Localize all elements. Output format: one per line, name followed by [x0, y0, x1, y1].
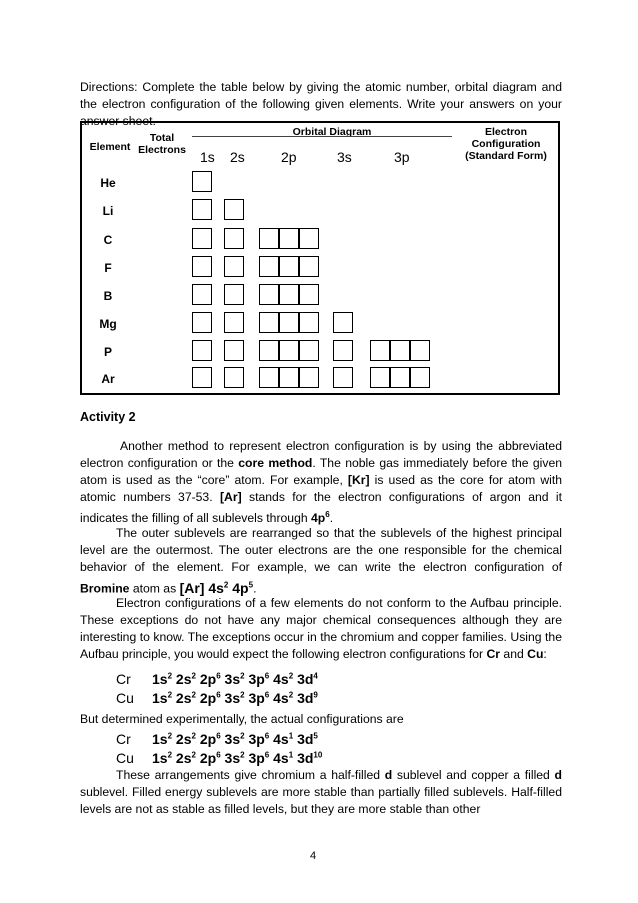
orbital-term: 3p: [248, 670, 265, 687]
electron-count: 6: [264, 671, 270, 680]
orbital-box[interactable]: [279, 228, 299, 249]
element-label: F: [104, 261, 112, 275]
element-label: B: [103, 289, 113, 303]
orbital-box[interactable]: [299, 256, 319, 277]
orbital-box[interactable]: [224, 367, 244, 388]
orbital-term: 3s: [224, 730, 241, 747]
paragraph-core-method: Another method to represent electron configuration is by using the abbreviated electron configuration or the core method. The noble gas immediately before the given atom is used as the “core” atom. For example, [Kr] is used as the core for atom with atomic numbers 37-53. [Ar] stands for the electron configurations of argon and it indicates the filling of all sublevels through $4p^6$.: [80, 439, 562, 526]
orbital-box[interactable]: [279, 256, 299, 277]
sublevel-2p: 2p: [281, 149, 297, 165]
actual-config-line: [116, 746, 322, 767]
orbital-box[interactable]: [259, 228, 279, 249]
element-label: He: [100, 176, 116, 190]
orbital-box[interactable]: [192, 228, 212, 249]
electron-count: 6: [216, 690, 221, 699]
expected-config-line: [116, 686, 318, 707]
orbital-term: 3s: [224, 749, 241, 766]
orbital-table: [80, 121, 560, 395]
orbital-term: 2p: [199, 689, 217, 706]
orbital-box[interactable]: [192, 171, 212, 192]
electron-count: 2: [191, 750, 196, 759]
orbital-box[interactable]: [224, 199, 244, 220]
orbital-box[interactable]: [299, 312, 319, 333]
electron-count: 6: [264, 690, 270, 699]
orbital-box[interactable]: [390, 340, 410, 361]
col-total-header: Total Electrons: [138, 132, 186, 156]
element-symbol: Cu: [116, 749, 134, 766]
paragraph-exceptions: Electron configurations of a few elements do not conform to the Aufbau principle. These exceptions do not have any major chemical consequences although they are interesting to know. The exceptions occur in the chromium and copper families. Using the Aufbau principle, you would expect the following electron configurations for Cr and Cu:: [80, 596, 562, 661]
element-label: Li: [102, 204, 114, 218]
orbital-box[interactable]: [299, 284, 319, 305]
orbital-box[interactable]: [299, 340, 319, 361]
orbital-box[interactable]: [192, 256, 212, 277]
orbital-term: 3d: [297, 670, 314, 687]
orbital-term: 2p: [199, 670, 217, 687]
orbital-box[interactable]: [333, 367, 353, 388]
directions-text: Directions: Complete the table below by giving the atomic number, orbital diagram and the electron configuration of the following given elements. Write your answers on your answer sheet.: [80, 80, 562, 128]
electron-count: 2: [240, 671, 245, 680]
page-number: 4: [310, 850, 317, 862]
orbital-term: 4s: [273, 670, 289, 687]
element-label: C: [103, 233, 113, 247]
orbital-box[interactable]: [279, 367, 299, 388]
orbital-box[interactable]: [259, 340, 279, 361]
orbital-term: 2p: [199, 749, 217, 766]
electron-count: 2: [191, 690, 196, 699]
activity-title: Activity 2: [80, 410, 136, 424]
orbital-term: 2s: [175, 749, 192, 766]
element-label: Ar: [101, 372, 115, 386]
orbital-box[interactable]: [370, 367, 390, 388]
orbital-box[interactable]: [224, 284, 244, 305]
orbital-box[interactable]: [279, 312, 299, 333]
orbital-box[interactable]: [224, 228, 244, 249]
electron-count: 2: [240, 731, 245, 740]
orbital-box[interactable]: [279, 340, 299, 361]
electron-count: 6: [264, 731, 270, 740]
orbital-box[interactable]: [259, 284, 279, 305]
orbital-term: 1s: [152, 670, 168, 687]
electron-count: 6: [216, 671, 221, 680]
paragraph-outer-sublevels: The outer sublevels are rearranged so that the sublevels of the highest principal level are the outermost. The outer electrons are the one responsible for the chemical behavior of the element. For example, we can write the electron configuration of Bromine atom as [Ar] $4s^2$ $4p^5$.: [80, 526, 562, 596]
orbital-term: 3d: [297, 749, 314, 766]
orbital-box[interactable]: [259, 367, 279, 388]
electron-count: 2: [288, 671, 294, 680]
orbital-term: 2p: [199, 730, 217, 747]
electron-count: 2: [167, 750, 173, 759]
orbital-box[interactable]: [333, 340, 353, 361]
orbital-term: 3p: [248, 730, 265, 747]
col-config-header: Electron Configuration (Standard Form): [465, 126, 547, 162]
sublevel-3s: 3s: [337, 149, 352, 165]
orbital-box[interactable]: [390, 367, 410, 388]
orbital-term: 3s: [224, 689, 241, 706]
orbital-box[interactable]: [259, 256, 279, 277]
electron-count: 2: [288, 690, 294, 699]
orbital-box[interactable]: [410, 340, 430, 361]
orbital-term: 3d: [297, 689, 314, 706]
orbital-term: 3p: [248, 689, 265, 706]
element-symbol: Cr: [116, 670, 131, 687]
electron-count: 5: [313, 731, 318, 740]
sublevel-1s: 1s: [200, 149, 215, 165]
orbital-box[interactable]: [192, 340, 212, 361]
electron-count: 6: [216, 750, 221, 759]
orbital-box[interactable]: [192, 284, 212, 305]
electron-count: 9: [313, 690, 318, 699]
orbital-box[interactable]: [333, 312, 353, 333]
electron-count: 2: [191, 731, 196, 740]
orbital-term: 1s: [152, 749, 168, 766]
orbital-box[interactable]: [279, 284, 299, 305]
element-label: P: [103, 345, 112, 359]
orbital-term: 3s: [224, 670, 241, 687]
orbital-term: 3d: [297, 730, 314, 747]
orbital-box[interactable]: [224, 312, 244, 333]
sublevel-3p: 3p: [394, 149, 410, 165]
but-line: But determined experimentally, the actual configurations are: [80, 712, 404, 726]
electron-count: 2: [240, 750, 245, 759]
orbital-term: 4s: [273, 730, 289, 747]
orbital-box[interactable]: [224, 256, 244, 277]
electron-count: 2: [167, 731, 173, 740]
orbital-term: 2s: [175, 670, 192, 687]
electron-count: 2: [167, 690, 173, 699]
electron-count: 1: [288, 750, 294, 759]
col-orbital-header: Orbital Diagram: [292, 126, 372, 138]
electron-count: 2: [191, 671, 196, 680]
electron-count: 10: [313, 750, 323, 759]
orbital-box[interactable]: [299, 367, 319, 388]
element-symbol: Cr: [116, 730, 131, 747]
orbital-term: 1s: [152, 689, 168, 706]
orbital-term: 4s: [273, 689, 289, 706]
paragraph-stability: These arrangements give chromium a half-filled d sublevel and copper a filled d sublevel. Filled energy sublevels are more stable than partially filled sublevels. Half-filled levels are not as stable as filled levels, but they are more stable than other: [80, 768, 562, 816]
orbital-box[interactable]: [192, 367, 212, 388]
orbital-box[interactable]: [192, 312, 212, 333]
orbital-term: 1s: [152, 730, 168, 747]
expected-config-line: [116, 667, 318, 688]
orbital-box[interactable]: [299, 228, 319, 249]
element-label: Mg: [99, 317, 117, 331]
orbital-term: 2s: [175, 730, 192, 747]
electron-count: 4: [313, 671, 318, 680]
sublevel-2s: 2s: [230, 149, 245, 165]
orbital-term: 4s: [273, 749, 289, 766]
electron-count: 2: [167, 671, 173, 680]
electron-count: 1: [288, 731, 294, 740]
orbital-header-line: [192, 136, 452, 137]
col-element-header: Element: [89, 141, 131, 153]
orbital-term: 3p: [248, 749, 265, 766]
orbital-box[interactable]: [410, 367, 430, 388]
orbital-box[interactable]: [370, 340, 390, 361]
orbital-box[interactable]: [259, 312, 279, 333]
electron-count: 2: [240, 690, 245, 699]
electron-count: 6: [216, 731, 221, 740]
orbital-box[interactable]: [224, 340, 244, 361]
actual-config-line: [116, 727, 318, 748]
electron-count: 6: [264, 750, 270, 759]
orbital-box[interactable]: [192, 199, 212, 220]
orbital-term: 2s: [175, 689, 192, 706]
element-symbol: Cu: [116, 689, 134, 706]
